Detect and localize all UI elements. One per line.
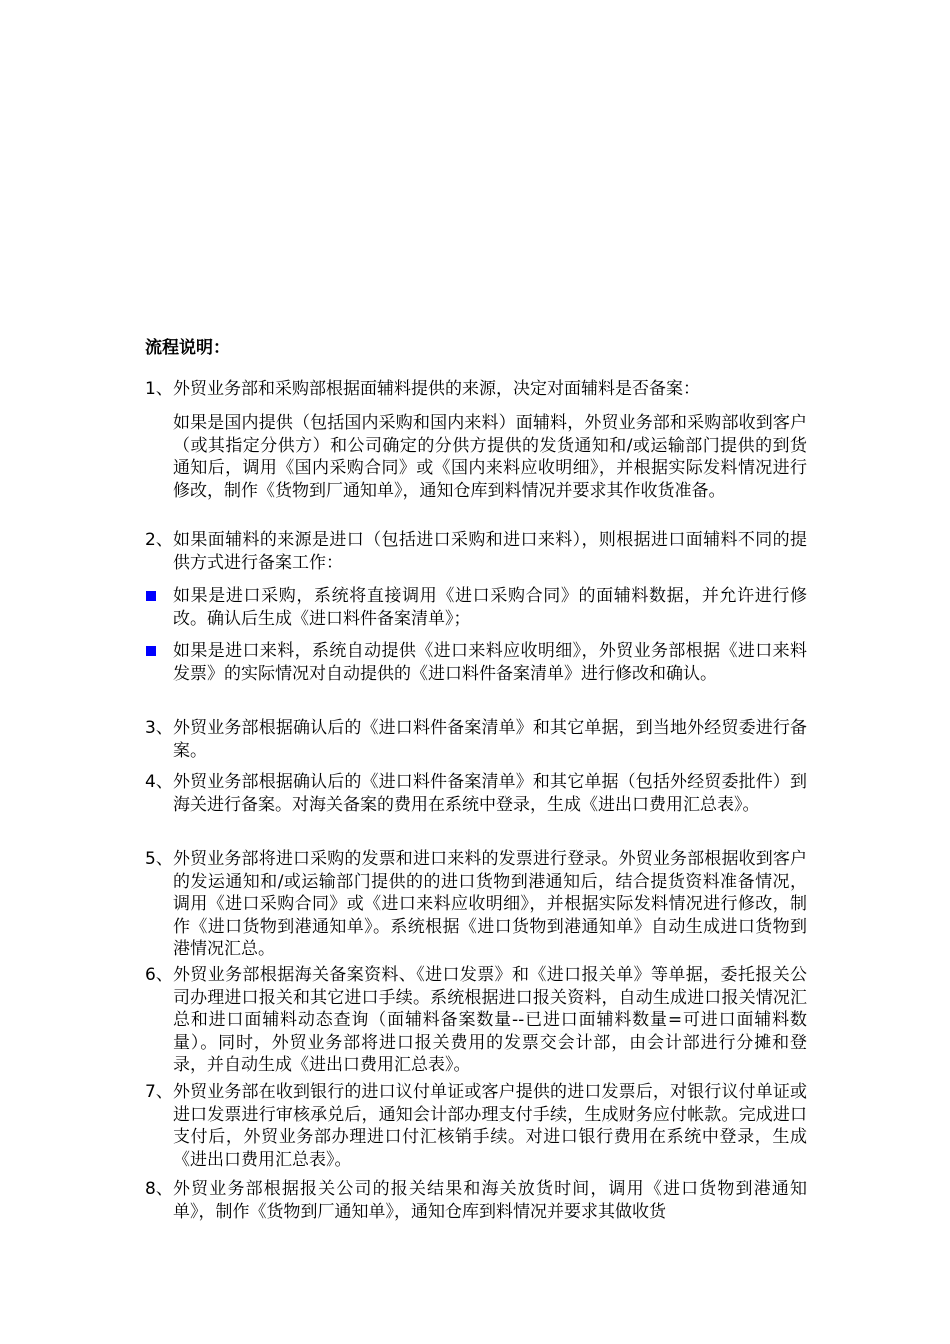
list-item-1 (145, 378, 807, 401)
item-text: 如果是国内提供（包括国内采购和国内来料）面辅料，外贸业务部和采购部收到客户（或其指定分供方）和公司确定的分供方提供的发货通知和/或运输部门提供的到货通知后，调用《国内采购合同》或《国内来料应收明细》，并根据实际发料情况进行修改，制作《货物到厂通知单》，通知仓库到料情况并要求其作收货准备。 (173, 413, 807, 501)
item-text: 外贸业务部根据报关公司的报关结果和海关放货时间，调用《进口货物到港通知单》，制作《货物到厂通知单》，通知仓库到料情况并要求其做收货 (173, 1179, 807, 1222)
bullet-item-import-material (145, 640, 807, 685)
item-number: 7、 (145, 1082, 173, 1102)
list-item-5 (145, 848, 807, 961)
square-bullet-icon (146, 591, 156, 601)
item-text: 外贸业务部在收到银行的进口议付单证或客户提供的进口发票后，对银行议付单证或进口发票进行审核承兑后，通知会计部办理支付手续，生成财务应付帐款。完成进口支付后，外贸业务部办理进口付汇核销手续。对进口银行费用在系统中登录，生成《进出口费用汇总表》。 (173, 1082, 807, 1170)
item-text: 外贸业务部根据确认后的《进口料件备案清单》和其它单据，到当地外经贸委进行备案。 (173, 718, 807, 761)
item-number: 6、 (145, 965, 173, 985)
item-number: 8、 (145, 1179, 173, 1199)
item-number: 5、 (145, 849, 173, 869)
list-item-4 (145, 771, 807, 816)
item-text: 外贸业务部和采购部根据面辅料提供的来源，决定对面辅料是否备案： (173, 379, 700, 399)
item-number: 2、 (145, 530, 173, 550)
list-item-7 (145, 1081, 807, 1171)
item-text: 如果是进口来料，系统自动提供《进口来料应收明细》，外贸业务部根据《进口来料发票》的实际情况对自动提供的《进口料件备案清单》进行修改和确认。 (173, 641, 807, 684)
square-bullet-icon (146, 646, 156, 656)
list-item-8 (145, 1178, 807, 1223)
list-item-6 (145, 964, 807, 1077)
item-text: 外贸业务部将进口采购的发票和进口来料的发票进行登录。外贸业务部根据收到客户的发运通知和/或运输部门提供的的进口货物到港通知后，结合提货资料准备情况，调用《进口采购合同》或《进口来料应收明细》，并根据实际发料情况进行修改，制作《进口货物到港通知单》。系统根据《进口货物到港通知单》自动生成进口货物到港情况汇总。 (173, 849, 807, 959)
item-text: 外贸业务部根据海关备案资料、《进口发票》和《进口报关单》等单据，委托报关公司办理进口报关和其它进口手续。系统根据进口报关资料，自动生成进口报关情况汇总和进口面辅料动态查询（面辅料备案数量--已进口面辅料数量=可进口面辅料数量）。同时，外贸业务部将进口报关费用的发票交会计部，由会计部进行分摊和登录，并自动生成《进出口费用汇总表》。 (173, 965, 807, 1075)
list-item-3 (145, 717, 807, 762)
list-item-1-detail (173, 412, 807, 502)
bullet-item-import-purchase (145, 585, 807, 630)
item-text: 外贸业务部根据确认后的《进口料件备案清单》和其它单据（包括外经贸委批件）到海关进行备案。对海关备案的费用在系统中登录，生成《进出口费用汇总表》。 (173, 772, 807, 815)
list-item-2 (145, 529, 807, 574)
item-text: 如果面辅料的来源是进口（包括进口采购和进口来料），则根据进口面辅料不同的提供方式进行备案工作： (173, 530, 807, 573)
item-number: 4、 (145, 772, 173, 792)
item-number: 3、 (145, 718, 173, 738)
item-text: 如果是进口采购，系统将直接调用《进口采购合同》的面辅料数据，并允许进行修改。确认后生成《进口料件备案清单》； (173, 586, 807, 629)
item-number: 1、 (145, 379, 173, 399)
section-heading: 流程说明： (145, 338, 230, 358)
